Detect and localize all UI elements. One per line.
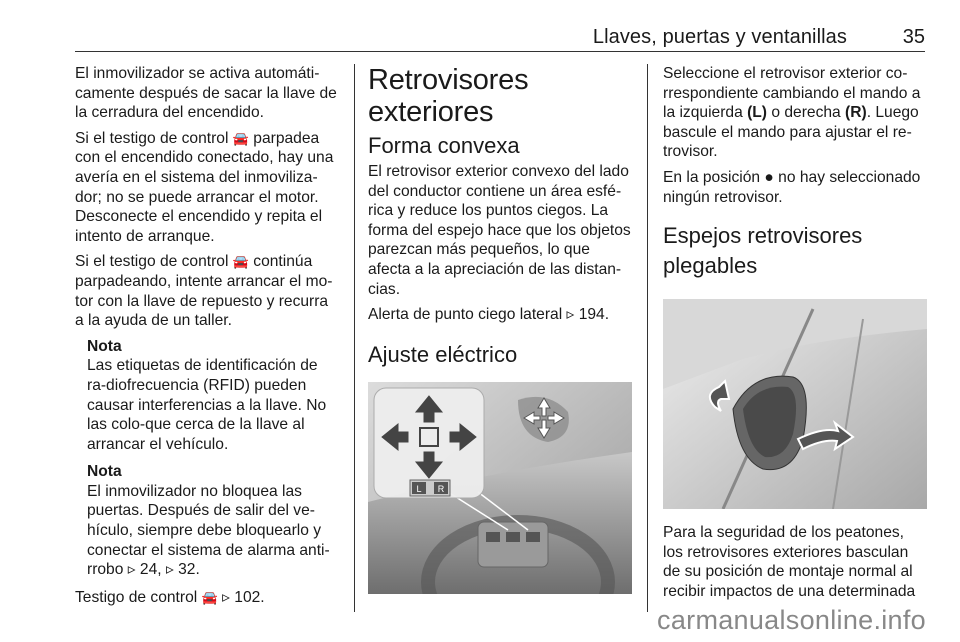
text: Alerta de punto ciego lateral: [368, 306, 567, 324]
paragraph: Para la seguridad de los peatones, los retrovisores exteriores basculan de su posición de montaje normal al recibir impactos de una determinada: [663, 524, 916, 600]
page-header: [75, 26, 925, 48]
car-key-warning-icon: 🚘: [232, 254, 249, 270]
text: Seleccione el retrovisor exterior co-rrespondiente cambiando el mando a la izquierda: [663, 65, 921, 122]
page-link[interactable]: 32: [178, 561, 196, 579]
page-reference-triangle-icon: ▹: [127, 561, 136, 579]
paragraph: [663, 168, 928, 207]
bold-text: (R): [845, 104, 867, 122]
switch-left-label: L: [416, 483, 422, 494]
watermark[interactable]: carmanualsonline.info: [657, 605, 926, 635]
note-block: [87, 462, 340, 580]
text: En la posición: [663, 168, 765, 186]
text: .: [604, 306, 610, 324]
column-1: [75, 64, 340, 613]
header-divider: [75, 51, 925, 52]
paragraph: El inmovilizador se activa automáti-camente después de sacar la llave de la cerradura del encendido.: [75, 65, 337, 122]
mirror-adjust-switch-illustration: [368, 382, 632, 594]
car-key-warning-icon: 🚘: [232, 130, 249, 146]
text: El inmovilizador no bloquea las puertas. Después de salir del ve-hículo, siempre debe bloquearlo y conectar el sistema de alarma anti-rrobo: [87, 482, 330, 579]
text: parpadea con el encendido conectado, hay una avería en el sistema del inmoviliza-dor; no se puede arrancar el motor. Desconecte el encendido y repita el intento de arranque.: [75, 129, 334, 245]
paragraph: [663, 64, 928, 162]
text: Testigo de control: [75, 588, 202, 606]
paragraph: [75, 252, 340, 330]
text: ,: [157, 561, 166, 579]
note-title: Nota: [87, 463, 122, 481]
page-reference-triangle-icon: ▹: [566, 306, 575, 324]
column-divider-1: [354, 64, 355, 612]
page-reference-triangle-icon: ▹: [222, 588, 230, 606]
text: .: [260, 588, 265, 606]
column-divider-2: [647, 64, 648, 612]
text: o derecha: [767, 104, 846, 122]
text: continúa parpadeando, intente arrancar el mo-tor con la llave de repuesto y recurra a la ayuda de un taller.: [75, 253, 333, 330]
paragraph: [75, 588, 340, 608]
folding-mirror-illustration: [663, 299, 927, 509]
page-link[interactable]: 102: [234, 588, 261, 606]
page-number: 35: [902, 26, 925, 48]
bold-text: (L): [747, 104, 768, 122]
paragraph: [75, 129, 340, 247]
text: Si el testigo de control: [75, 253, 233, 271]
filled-circle-icon: ●: [764, 168, 774, 186]
text: no hay seleccionado ningún retrovisor.: [663, 168, 921, 206]
note-block: [87, 337, 340, 455]
text: . Luego bascule el mando para ajustar el re-trovisor.: [663, 104, 919, 161]
column-2: [368, 64, 633, 608]
page-link[interactable]: 194: [578, 306, 605, 324]
paragraph: El retrovisor exterior convexo del lado del conductor contiene un área esfé-rica y reduce los puntos ciegos. La forma del espejo hace que los objetos parezcan más pequeños, lo que afecta a la apreciación de las distan-cias.: [368, 163, 631, 298]
subsection-heading: Forma convexa: [368, 133, 520, 158]
switch-right-label: R: [437, 483, 445, 494]
note-text: Las etiquetas de identificación de ra-diofrecuencia (RFID) pueden causar interferencias a la llave. No las colo-que cerca de la llave al arrancar el vehículo.: [87, 357, 327, 453]
section-title: Llaves, puertas y ventanillas: [592, 26, 847, 48]
subsection-heading: Espejos retrovisores plegables: [663, 223, 863, 279]
page-link[interactable]: 24: [139, 561, 158, 579]
note-text: [87, 482, 340, 580]
text: Si el testigo de control: [75, 129, 233, 147]
subsection-heading: Ajuste eléctrico: [368, 341, 518, 367]
car-key-warning-icon: 🚘: [201, 589, 218, 605]
paragraph: [368, 305, 633, 325]
text: .: [195, 561, 200, 579]
page-reference-triangle-icon: ▹: [165, 561, 174, 579]
note-title: Nota: [87, 337, 122, 355]
column-3: [663, 64, 928, 608]
section-heading: Retrovisores exteriores: [368, 64, 529, 128]
